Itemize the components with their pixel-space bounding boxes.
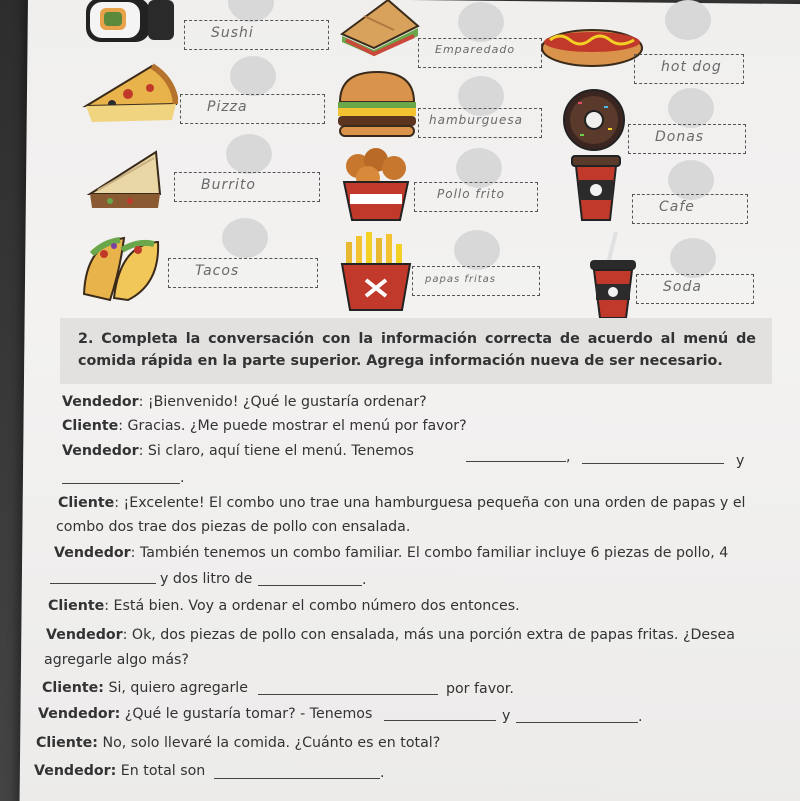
dialogue-text: : Ok, dos piezas de pollo con ensalada, más una porción extra de papas fritas. ¿Desea [122,627,735,643]
dialogue-text: : ¡Bienvenido! ¿Qué le gustaría ordenar? [138,394,427,410]
speaker-label: Cliente [62,418,119,434]
circle-mark [454,230,500,270]
name-box-pizza: Pizza [180,94,325,124]
period: . [638,709,643,725]
answer-blank[interactable] [466,448,566,462]
dialogue-line [48,598,520,614]
name-box-soda: Soda [636,274,754,304]
answer-blank[interactable] [258,681,438,695]
name-box-papas-fritas: papas fritas [412,266,540,296]
hamburger-icon [334,68,420,140]
comma: , [566,449,571,465]
conjunction: y [736,453,745,469]
circle-mark [228,0,274,22]
dialogue-line [58,495,746,511]
speaker-label: Vendedor: [34,763,117,779]
dialogue-text: agregarle algo más? [44,652,189,668]
dialogue-line [54,545,728,561]
circle-mark [222,218,268,258]
circle-mark [670,238,716,278]
coffee-cup-icon [570,150,622,224]
dialogue-text: No, solo llevaré la comida. ¿Cuánto es en total? [97,735,441,751]
answer-blank[interactable] [62,470,180,484]
answer-blank[interactable] [384,707,496,721]
name-box-donas: Donas [628,124,746,154]
dialogue-line [62,418,467,434]
dialogue-text: Si, quiero agregarle [103,680,248,696]
name-box-hamburguesa: hamburguesa [418,108,542,138]
period: . [180,470,185,486]
speaker-label: Cliente [58,495,115,511]
speaker-label: Cliente: [36,735,98,751]
tacos-icon [80,224,166,302]
circle-mark [668,88,714,128]
soda-cup-icon [586,230,642,320]
speaker-label: Vendedor: [38,706,121,722]
burrito-icon [84,148,166,214]
dialogue-line [38,706,372,722]
sandwich-icon [334,0,424,60]
dialogue-text: y dos litro de [160,571,253,587]
dialogue-line [62,394,427,410]
name-box-sushi: Sushi [184,20,329,50]
speaker-label: Vendedor [54,545,131,561]
food-menu-grid [0,0,800,310]
speaker-label: Vendedor [62,443,139,459]
name-box-hot-dog: hot dog [634,54,744,84]
speaker-label: Cliente: [42,680,104,696]
answer-blank[interactable] [516,709,638,723]
name-box-burrito: Burrito [174,172,320,202]
fried-chicken-icon [338,146,414,222]
dialogue-line [36,735,440,751]
dialogue-line [44,652,189,668]
dialogue-line [34,763,205,779]
answer-blank[interactable] [50,570,156,584]
circle-mark [458,2,504,42]
speaker-label: Cliente [48,598,105,614]
dialogue-text: combo dos trae dos piezas de pollo con ensalada. [56,519,411,535]
dialogue-text: : Está bien. Voy a ordenar el combo número dos entonces. [104,598,520,614]
dialogue-line [56,519,410,535]
period: . [380,765,385,781]
donut-icon [558,88,630,152]
conjunction: y [502,708,511,724]
dialogue-line [62,443,414,459]
name-box-cafe: Cafe [632,194,748,224]
answer-blank[interactable] [582,450,724,464]
circle-mark [230,56,276,96]
dialogue-text: ¿Qué le gustaría tomar? - Tenemos [120,706,373,722]
answer-blank[interactable] [214,765,380,779]
speaker-label: Vendedor [46,627,123,643]
section-2-instructions: 2. Completa la conversación con la información correcta de acuerdo al menú de comida rápida en la parte superior. Agrega información nueva de ser necesario. [60,318,772,384]
dialogue-text: : También tenemos un combo familiar. El combo familiar incluye 6 piezas de pollo, 4 [130,545,729,561]
french-fries-icon [340,230,412,312]
dialogue-text: : ¡Excelente! El combo uno trae una hamburguesa pequeña con una orden de papas y el [114,495,746,511]
dialogue-text: : Gracias. ¿Me puede mostrar el menú por favor? [118,418,467,434]
dialogue-text: En total son [116,763,206,779]
name-box-pollo-frito: Pollo frito [414,182,538,212]
pizza-icon [82,60,178,134]
dialogue-line [46,627,735,643]
dialogue-line [42,680,248,696]
period: . [362,572,367,588]
dialogue-text: : Si claro, aquí tiene el menú. Tenemos [138,443,414,459]
answer-blank[interactable] [258,572,362,586]
sushi-icon [82,0,182,50]
dialogue-text: por favor. [446,681,514,697]
name-box-tacos: Tacos [168,258,318,288]
circle-mark [665,0,711,40]
name-box-emparedado: Emparedado [418,38,542,68]
speaker-label: Vendedor [62,394,139,410]
circle-mark [226,134,272,174]
